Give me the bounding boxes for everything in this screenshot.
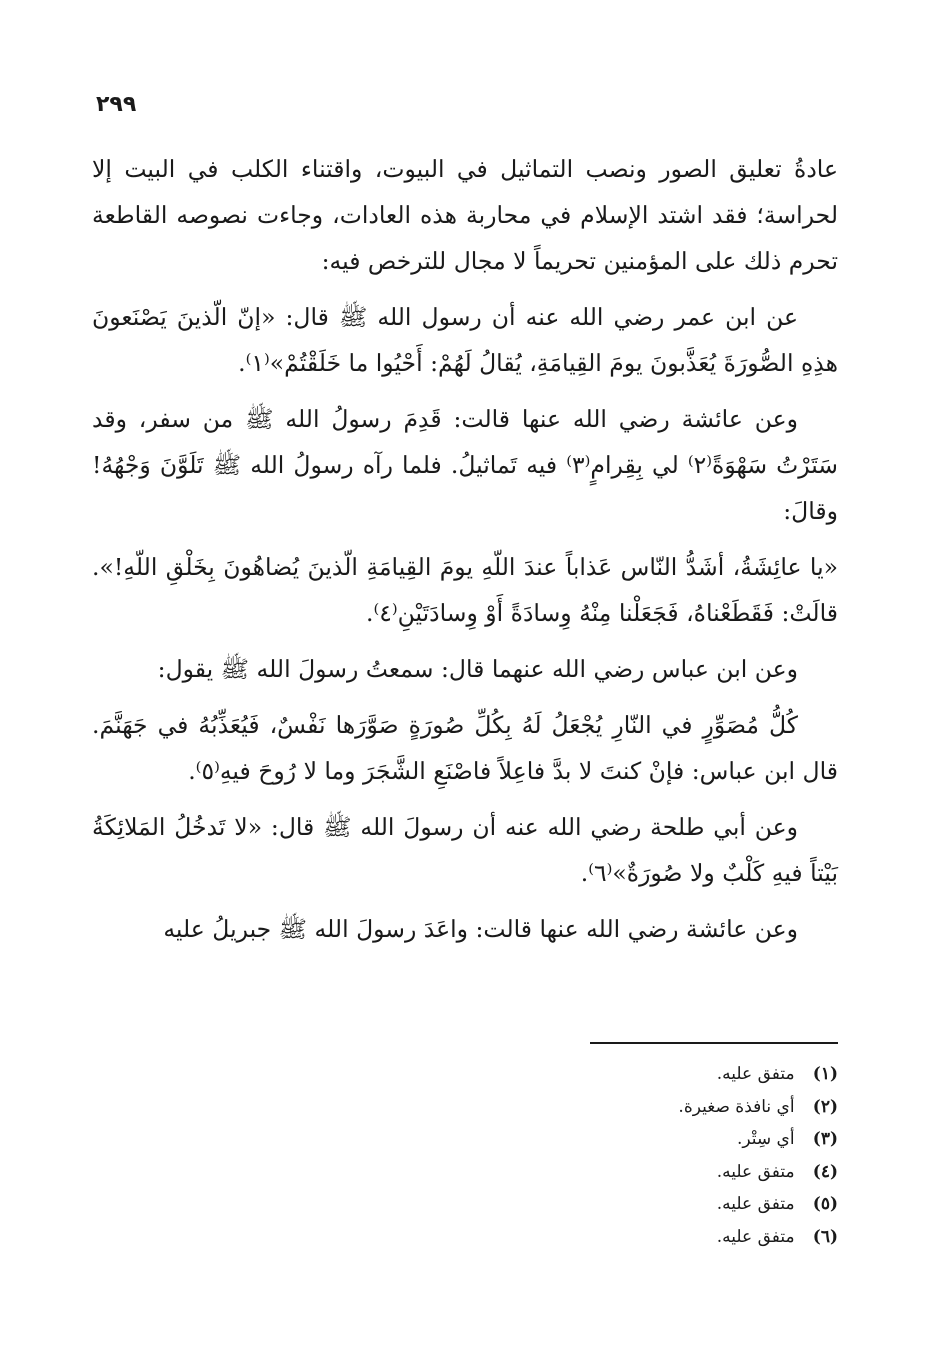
footnote-text: أي سِتْر. [737, 1129, 795, 1149]
footnote-number: (٥) [812, 1194, 838, 1214]
footnote-text: أي نافذة صغيرة. [678, 1096, 795, 1117]
paragraph: كُلُّ مُصَوِّرٍ في النّارِ يُجْعَلُ لَهُ بِكُلِّ صُورَةٍ صَوَّرَها نَفْسٌ، فَيُعَذِّبُهُ في جَهَنَّمَ. قال ابن عباس: فإنْ كنتَ لا بدَّ فاعِلاً فاصْنَعِ الشَّجَرَ وما لا رُوحَ فيهِ⁽٥⁾. [92, 711, 838, 785]
paragraph: وعن ابن عباس رضي الله عنهما قال: سمعتُ رسولَ الله ﷺ يقول: [157, 655, 798, 683]
footnote-divider [590, 1042, 838, 1044]
footnote-number: (٣) [812, 1129, 838, 1149]
page-number: ٢٩٩ [96, 92, 137, 117]
footnote-item [500, 1058, 838, 1091]
paragraph: عن ابن عمر رضي الله عنه أن رسول الله ﷺ قال: «إنّ الّذينَ يَصْنَعونَ هذِهِ الصُّورَةَ يُعَذَّبونَ يومَ القِيامَةِ، يُقالُ لَهُمْ: أَحْيُوا ما خَلَقْتُمْ»⁽١⁾. [92, 303, 838, 377]
footnotes [500, 1058, 838, 1253]
footnote-text: متفق عليه. [716, 1064, 795, 1084]
main-text [92, 146, 838, 962]
footnote-number: (٦) [812, 1226, 838, 1247]
footnote-text: متفق عليه. [716, 1226, 795, 1247]
footnote-number: (١) [812, 1064, 838, 1084]
footnote-text: متفق عليه. [716, 1161, 795, 1182]
footnote-item [500, 1091, 838, 1124]
footnote-item [500, 1188, 838, 1221]
footnote-item [500, 1123, 838, 1156]
paragraph: وعن عائشة رضي الله عنها قالت: واعَدَ رسولَ الله ﷺ جبريلُ عليه [163, 915, 798, 943]
paragraph: وعن عائشة رضي الله عنها قالت: قَدِمَ رسولُ الله ﷺ من سفر، وقد سَتَرْتُ سَهْوَةً⁽٢⁾ لي بِقِرامٍ⁽٣⁾ فيه تَماثيلُ. فلما رآه رسولُ الله ﷺ تَلَوَّنَ وَجْهُهُ! وقالَ: [92, 405, 838, 525]
footnote-text: متفق عليه. [716, 1194, 795, 1214]
paragraph: «يا عائِشَةُ، أشَدُّ النّاس عَذاباً عندَ اللّهِ يومَ القِيامَةِ الّذينَ يُضاهُونَ بِخَلْقِ اللّهِ!». قالَتْ: فَقَطَعْناهُ، فَجَعَلْنا مِنْهُ وِسادَةً أَوْ وِسادَتَيْنِ⁽٤⁾. [92, 553, 838, 627]
footnote-item [500, 1156, 838, 1189]
paragraph: وعن أبي طلحة رضي الله عنه أن رسولَ الله ﷺ قال: «لا تَدخُلُ المَلائِكَةُ بَيْتاً فيهِ كَلْبٌ ولا صُورَةٌ»⁽٦⁾. [92, 813, 838, 887]
footnote-number: (٢) [812, 1096, 838, 1117]
paragraph: عادةُ تعليق الصور ونصب التماثيل في البيوت، واقتناء الكلب في البيت إلا لحراسة؛ فقد اشتد الإسلام في محاربة هذه العادات، وجاءت نصوصه القاطعة تحرم ذلك على المؤمنين تحريماً لا مجال للترخص فيه: [92, 155, 838, 275]
footnote-item [500, 1221, 838, 1254]
footnote-number: (٤) [812, 1161, 838, 1182]
